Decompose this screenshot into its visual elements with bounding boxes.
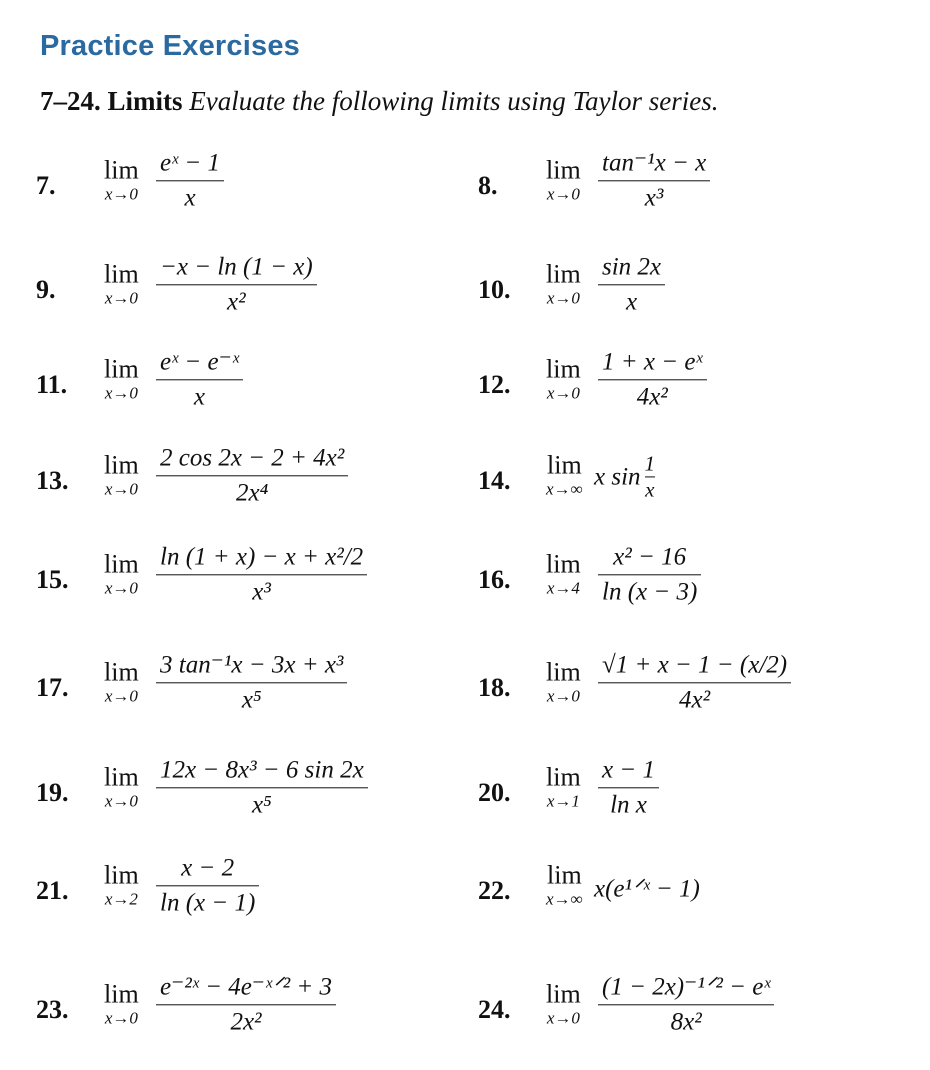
limit-fraction bbox=[156, 755, 368, 820]
exercise-number: 24. bbox=[478, 995, 511, 1024]
limit-operator bbox=[546, 157, 581, 203]
fraction-numerator: 3 tan⁻¹x − 3x + x³ bbox=[160, 651, 344, 679]
limit-operator bbox=[104, 551, 139, 597]
limit-word: lim bbox=[546, 259, 581, 289]
limit-fraction bbox=[598, 650, 791, 715]
limit-word: lim bbox=[104, 259, 139, 289]
small-denominator: x bbox=[645, 477, 655, 502]
fraction-denominator: ln (x − 3) bbox=[602, 578, 698, 606]
fraction-numerator: √1 + x − 1 − (x/2) bbox=[602, 651, 788, 679]
limit-operator bbox=[546, 764, 581, 810]
limit-approach: x→0 bbox=[104, 686, 138, 706]
expression-text: x(e¹ᐟˣ − 1) bbox=[594, 875, 700, 903]
exercise-item bbox=[478, 242, 928, 338]
fraction-denominator: 2x⁴ bbox=[235, 479, 269, 507]
limit-fraction bbox=[598, 542, 701, 607]
limit-approach: x→0 bbox=[546, 686, 580, 706]
exercise-item bbox=[478, 337, 928, 433]
limit-approach: x→1 bbox=[546, 791, 580, 811]
fraction-bar bbox=[156, 475, 348, 476]
exercise-item bbox=[36, 962, 486, 1058]
fraction-bar bbox=[598, 1004, 774, 1005]
fraction-bar bbox=[156, 379, 243, 380]
exercise-item bbox=[478, 843, 928, 939]
limit-operator bbox=[104, 261, 139, 307]
limit-approach: x→4 bbox=[546, 578, 580, 598]
exercise-number: 20. bbox=[478, 778, 511, 807]
limit-word: lim bbox=[104, 762, 139, 792]
limit-fraction bbox=[156, 853, 259, 918]
exercise-number: 9. bbox=[36, 275, 56, 304]
fraction-numerator: x² − 16 bbox=[613, 543, 687, 571]
fraction-bar bbox=[598, 574, 701, 575]
fraction-denominator: 4x² bbox=[679, 686, 711, 714]
fraction-bar bbox=[156, 787, 368, 788]
limit-approach: x→0 bbox=[546, 288, 580, 308]
exercise-number: 22. bbox=[478, 876, 511, 905]
limit-approach: x→∞ bbox=[546, 889, 583, 909]
fraction-numerator: 2 cos 2x − 2 + 4x² bbox=[160, 444, 345, 472]
limit-approach: x→0 bbox=[104, 578, 138, 598]
limit-approach: x→0 bbox=[104, 479, 138, 499]
exercise-item bbox=[36, 843, 486, 939]
exercise-item bbox=[36, 745, 486, 841]
exercise-item bbox=[36, 242, 486, 338]
fraction-bar bbox=[598, 682, 791, 683]
fraction-numerator: tan⁻¹x − x bbox=[602, 149, 707, 177]
exercise-number: 19. bbox=[36, 778, 69, 807]
limit-operator bbox=[104, 356, 139, 402]
exercise-item bbox=[478, 640, 928, 736]
exercise-number: 11. bbox=[36, 370, 68, 399]
limit-approach: x→∞ bbox=[546, 479, 583, 499]
fraction-denominator: x⁵ bbox=[241, 686, 262, 714]
section-description: Evaluate the following limits using Taylor series. bbox=[189, 86, 719, 116]
fraction-denominator: 4x² bbox=[636, 383, 668, 411]
limit-operator bbox=[104, 981, 139, 1027]
exercise-item bbox=[478, 962, 928, 1058]
exercise-item bbox=[36, 433, 486, 529]
limit-approach: x→0 bbox=[546, 1008, 580, 1028]
fraction-bar bbox=[156, 284, 317, 285]
fraction-denominator: ln (x − 1) bbox=[160, 889, 256, 917]
fraction-bar bbox=[598, 787, 659, 788]
limit-word: lim bbox=[546, 762, 581, 792]
limit-approach: x→0 bbox=[546, 383, 580, 403]
limit-approach: x→2 bbox=[104, 889, 138, 909]
limit-word: lim bbox=[104, 155, 139, 185]
limit-approach: x→0 bbox=[104, 184, 138, 204]
limit-fraction bbox=[598, 755, 659, 820]
limit-operator bbox=[104, 452, 139, 498]
limit-word: lim bbox=[546, 657, 581, 687]
fraction-denominator: x bbox=[184, 184, 196, 212]
exercise-item bbox=[478, 532, 928, 628]
limit-fraction bbox=[156, 347, 243, 412]
exercise-item bbox=[36, 532, 486, 628]
limit-fraction bbox=[598, 252, 665, 317]
limit-word: lim bbox=[104, 979, 139, 1009]
fraction-numerator: e⁻²ˣ − 4e⁻ˣᐟ² + 3 bbox=[160, 973, 333, 1001]
exercise-item bbox=[36, 640, 486, 736]
limit-operator bbox=[546, 862, 583, 908]
exercise-item bbox=[478, 433, 928, 529]
limit-fraction bbox=[156, 542, 367, 607]
limit-word: lim bbox=[104, 860, 139, 890]
fraction-bar bbox=[156, 180, 224, 181]
fraction-bar bbox=[598, 180, 710, 181]
limit-operator bbox=[104, 157, 139, 203]
fraction-numerator: x − 2 bbox=[181, 854, 235, 882]
limit-approach: x→0 bbox=[104, 288, 138, 308]
limit-word: lim bbox=[546, 549, 581, 579]
limit-fraction bbox=[156, 148, 224, 213]
exercise-number: 21. bbox=[36, 876, 69, 905]
limit-word: lim bbox=[104, 549, 139, 579]
limit-fraction bbox=[156, 650, 347, 715]
exercise-item bbox=[478, 138, 928, 234]
limit-fraction bbox=[156, 443, 348, 508]
fraction-numerator: 12x − 8x³ − 6 sin 2x bbox=[160, 756, 364, 784]
section-lead: Limits bbox=[107, 86, 183, 116]
exercise-item bbox=[36, 337, 486, 433]
fraction-denominator: ln x bbox=[610, 791, 647, 819]
fraction-bar bbox=[156, 682, 347, 683]
limit-approach: x→0 bbox=[104, 791, 138, 811]
exercise-number: 16. bbox=[478, 565, 511, 594]
limit-word: lim bbox=[104, 354, 139, 384]
limit-word: lim bbox=[546, 155, 581, 185]
limit-operator bbox=[104, 659, 139, 705]
limit-word: lim bbox=[546, 979, 581, 1009]
section-heading bbox=[40, 86, 719, 117]
exercise-number: 8. bbox=[478, 171, 498, 200]
fraction-denominator: x² bbox=[227, 288, 246, 316]
exercise-number: 23. bbox=[36, 995, 69, 1024]
fraction-bar bbox=[598, 284, 665, 285]
fraction-numerator: (1 − 2x)⁻¹ᐟ² − eˣ bbox=[602, 973, 771, 1001]
limit-approach: x→0 bbox=[104, 383, 138, 403]
limit-expression bbox=[594, 451, 655, 502]
fraction-denominator: x⁵ bbox=[251, 791, 272, 819]
limit-operator bbox=[104, 764, 139, 810]
limit-word: lim bbox=[547, 450, 582, 480]
fraction-numerator: x − 1 bbox=[602, 756, 655, 784]
expression-text: x sin bbox=[594, 462, 641, 490]
exercise-number: 10. bbox=[478, 275, 511, 304]
small-fraction bbox=[645, 451, 656, 502]
exercise-number: 17. bbox=[36, 673, 69, 702]
limit-operator bbox=[546, 452, 583, 498]
fraction-numerator: sin 2x bbox=[602, 253, 662, 281]
page-title: Practice Exercises bbox=[40, 30, 300, 62]
fraction-numerator: eˣ − 1 bbox=[160, 149, 221, 177]
limit-fraction bbox=[156, 972, 336, 1037]
exercise-number: 18. bbox=[478, 673, 511, 702]
fraction-numerator: ln (1 + x) − x + x²/2 bbox=[160, 543, 364, 571]
fraction-denominator: x bbox=[625, 288, 638, 316]
limit-operator bbox=[546, 261, 581, 307]
limit-approach: x→0 bbox=[104, 1008, 138, 1028]
limit-word: lim bbox=[547, 860, 582, 890]
limit-fraction bbox=[598, 972, 774, 1037]
exercise-number: 13. bbox=[36, 466, 69, 495]
limit-operator bbox=[104, 862, 139, 908]
fraction-numerator: −x − ln (1 − x) bbox=[160, 253, 313, 281]
section-number: 7–24. bbox=[40, 86, 101, 116]
fraction-denominator: x³ bbox=[644, 184, 664, 212]
limit-word: lim bbox=[546, 354, 581, 384]
fraction-bar bbox=[156, 1004, 336, 1005]
limit-operator bbox=[546, 659, 581, 705]
fraction-numerator: eˣ − e⁻ˣ bbox=[160, 348, 239, 376]
limit-fraction bbox=[598, 347, 707, 412]
exercise-number: 12. bbox=[478, 370, 511, 399]
fraction-denominator: 8x² bbox=[670, 1008, 702, 1036]
exercise-item bbox=[478, 745, 928, 841]
limit-word: lim bbox=[104, 657, 139, 687]
limit-expression bbox=[594, 874, 700, 904]
limit-operator bbox=[546, 981, 581, 1027]
fraction-bar bbox=[156, 574, 367, 575]
limit-operator bbox=[546, 356, 581, 402]
fraction-denominator: x bbox=[193, 383, 205, 411]
fraction-denominator: 2x² bbox=[230, 1008, 262, 1036]
exercise-number: 15. bbox=[36, 565, 69, 594]
small-numerator: 1 bbox=[644, 451, 656, 476]
limit-word: lim bbox=[104, 450, 139, 480]
limit-fraction bbox=[598, 148, 710, 213]
fraction-denominator: x³ bbox=[252, 578, 271, 606]
limit-operator bbox=[546, 551, 581, 597]
fraction-bar bbox=[156, 885, 259, 886]
exercise-number: 7. bbox=[36, 171, 56, 200]
limit-fraction bbox=[156, 252, 317, 317]
exercise-number: 14. bbox=[478, 466, 511, 495]
exercise-item bbox=[36, 138, 486, 234]
fraction-numerator: 1 + x − eˣ bbox=[602, 348, 703, 376]
limit-approach: x→0 bbox=[546, 184, 580, 204]
fraction-bar bbox=[598, 379, 707, 380]
